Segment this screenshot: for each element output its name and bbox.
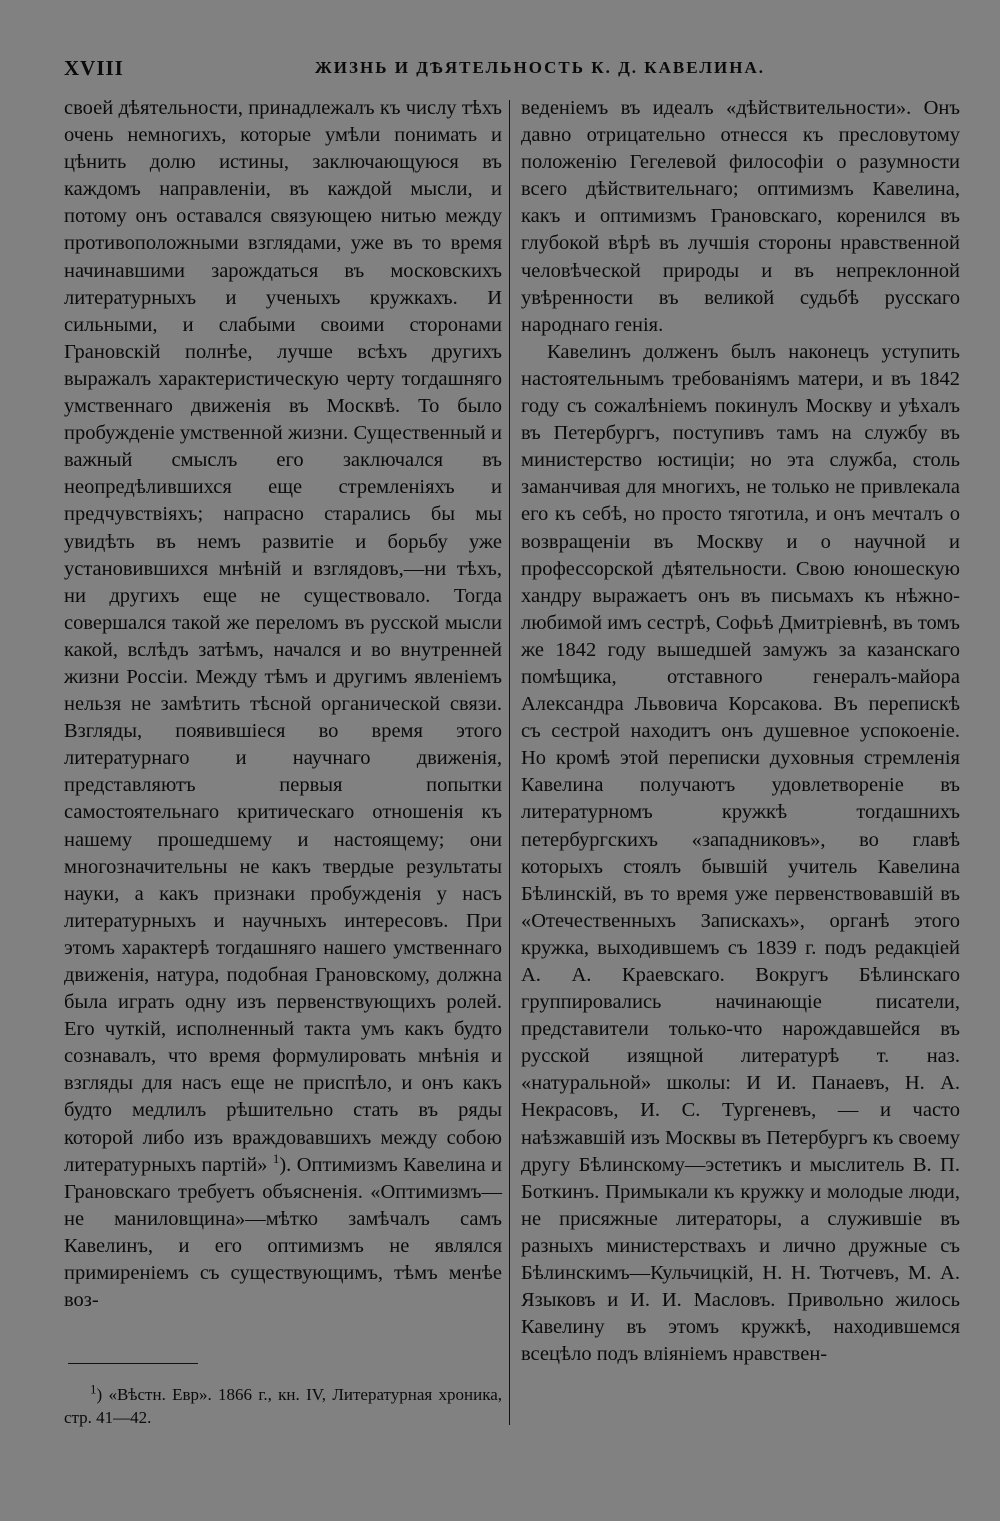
right-paragraph-1: веденіемъ въ идеалъ «дѣйствительности». Онъ давно отрицательно отнесся къ пресловутому положенію Гегелевой философіи о разумности всего дѣйствительнаго; оптимизмъ Кавелина, какъ и оптимизмъ Грановскаго, коренился въ глубокой вѣрѣ въ лучшія стороны нравственной человѣческой природы и въ непреклонной увѣренности въ великой судьбѣ русскаго народнаго генія. bbox=[521, 97, 960, 336]
page-number: XVIII bbox=[64, 56, 124, 80]
footnote bbox=[64, 1383, 502, 1429]
footnote-reference: 1 bbox=[272, 1150, 280, 1166]
footnote-text: ) «Вѣстн. Евр». 1866 г., кн. IV, Литературная хроника, стр. 41—42. bbox=[64, 1385, 502, 1427]
footnote-rule bbox=[68, 1363, 198, 1364]
running-title: ЖИЗНЬ И ДѢЯТЕЛЬНОСТЬ К. Д. КАВЕЛИНА. bbox=[315, 58, 765, 77]
left-paragraph-tail: ). Оптимизмъ Кавелина и Грановскаго требуетъ объясненія. «Оптимизмъ—не маниловщина»—мѣтко замѣчалъ самъ Кавелинъ, и его оптимизмъ не являлся примиреніемъ съ существующимъ, тѣмъ менѣе воз- bbox=[64, 1153, 502, 1312]
right-column bbox=[521, 95, 960, 1368]
footnote-body bbox=[64, 1383, 502, 1429]
left-paragraph bbox=[64, 95, 502, 1314]
left-paragraph-text: своей дѣятельности, принадлежалъ къ числу тѣхъ очень немногихъ, которые умѣли понимать и цѣнить долю истины, заключающуюся въ каждомъ направленіи, въ каждой мысли, и потому онъ оставался связующею нитью между противоположными взглядами, уже въ то время начинавшими зарождаться въ московскихъ литературныхъ и ученыхъ кружкахъ. И сильными, и слабыми своими сторонами Грановскій полнѣе, лучше всѣхъ другихъ выражалъ характеристическую черту тогдашняго умственнаго движенія въ Москвѣ. То было пробужденіе умственной жизни. Существенный и важный смыслъ его заключался въ неопредѣлившихся еще стремленіяхъ и предчувствіяхъ; напрасно старались бы мы увидѣть въ немъ развитіе и борьбу уже установившихся мнѣній и взглядовъ,—ни тѣхъ, ни другихъ еще не существовало. Тогда совершался такой же переломъ въ русской мысли какой, вслѣдъ затѣмъ, начался и во внутренней жизни Россіи. Между тѣмъ и другимъ явленіемъ нельзя не замѣтить тѣсной органической связи. Взгляды, появившіеся во время этого литературнаго и научнаго движенія, представляютъ первыя попытки самостоятельнаго критическаго отношенія къ нашему прошедшему и настоящему; они многозначительны не какъ твердые результаты науки, а какъ признаки пробужденія у насъ литературныхъ и научныхъ интересовъ. При этомъ характерѣ тогдашняго нашего умственнаго движенія, натура, подобная Грановскому, должна была играть одну изъ первенствующихъ ролей. Его чуткій, исполненный такта умъ какъ будто сознавалъ, что время формулировать мнѣнія и взгляды для насъ еще не приспѣло, и онъ какъ будто медлилъ рѣшительно стать въ ряды которой либо изъ враждовавшихъ между собою литературныхъ партій» bbox=[64, 97, 502, 1176]
right-paragraph-2: Кавелинъ долженъ былъ наконецъ уступить настоятельнымъ требованіямъ матери, и въ 1842 году съ сожалѣніемъ покинулъ Москву и уѣхалъ въ Петербургъ, поступивъ тамъ на службу въ министерство юстиціи; но эта служба, столь заманчивая для многихъ, не только не привлекала его къ себѣ, но просто тяготила, и онъ мечталъ о возвращеніи въ Москву и о научной и профессорской дѣятельности. Свою юношескую хандру выражаетъ онъ въ письмахъ къ нѣжно-любимой имъ сестрѣ, Софьѣ Дмитріевнѣ, въ томъ же 1842 году вышедшей замужъ за казанскаго помѣщика, отставного генералъ-майора Александра Львовича Корсакова. Въ перепискѣ съ сестрой находитъ онъ душевное успокоеніе. Но кромѣ этой переписки духовныя стремленія Кавелина получаютъ удовлетвореніе въ литературномъ кружкѣ тогдашнихъ петербургскихъ «западниковъ», во главѣ которыхъ стоялъ бывшій учитель Кавелина Бѣлинскій, въ то время уже первенствовавшій въ «Отечественныхъ Запискахъ», органѣ этого кружка, выходившемъ съ 1839 г. подъ редакціей А. А. Краевскаго. Вокругъ Бѣлинскаго группировались начинающіе писатели, представители только-что нарождавшейся въ русской изящной литературѣ т. наз. «натуральной» школы: И И. Панаевъ, Н. А. Некрасовъ, И. С. Тургеневъ, — и часто наѣзжавшій изъ Москвы въ Петербургъ къ своему другу Бѣлинскому—эстетикъ и мыслитель В. П. Боткинъ. Примыкали къ кружку и молодые люди, не присяжные литераторы, а служившіе въ разныхъ министерствахъ и лично дружные съ Бѣлинскимъ—Кульчицкій, Н. Н. Тютчевъ, М. А. Языковъ и И. И. Масловъ. Привольно жилось Кавелину въ этомъ кружкѣ, находившемся всецѣло подъ вліяніемъ нравствен- bbox=[521, 340, 960, 1366]
left-column bbox=[64, 95, 502, 1314]
footnote-marker: 1 bbox=[90, 1381, 97, 1397]
column-divider bbox=[509, 100, 510, 1425]
